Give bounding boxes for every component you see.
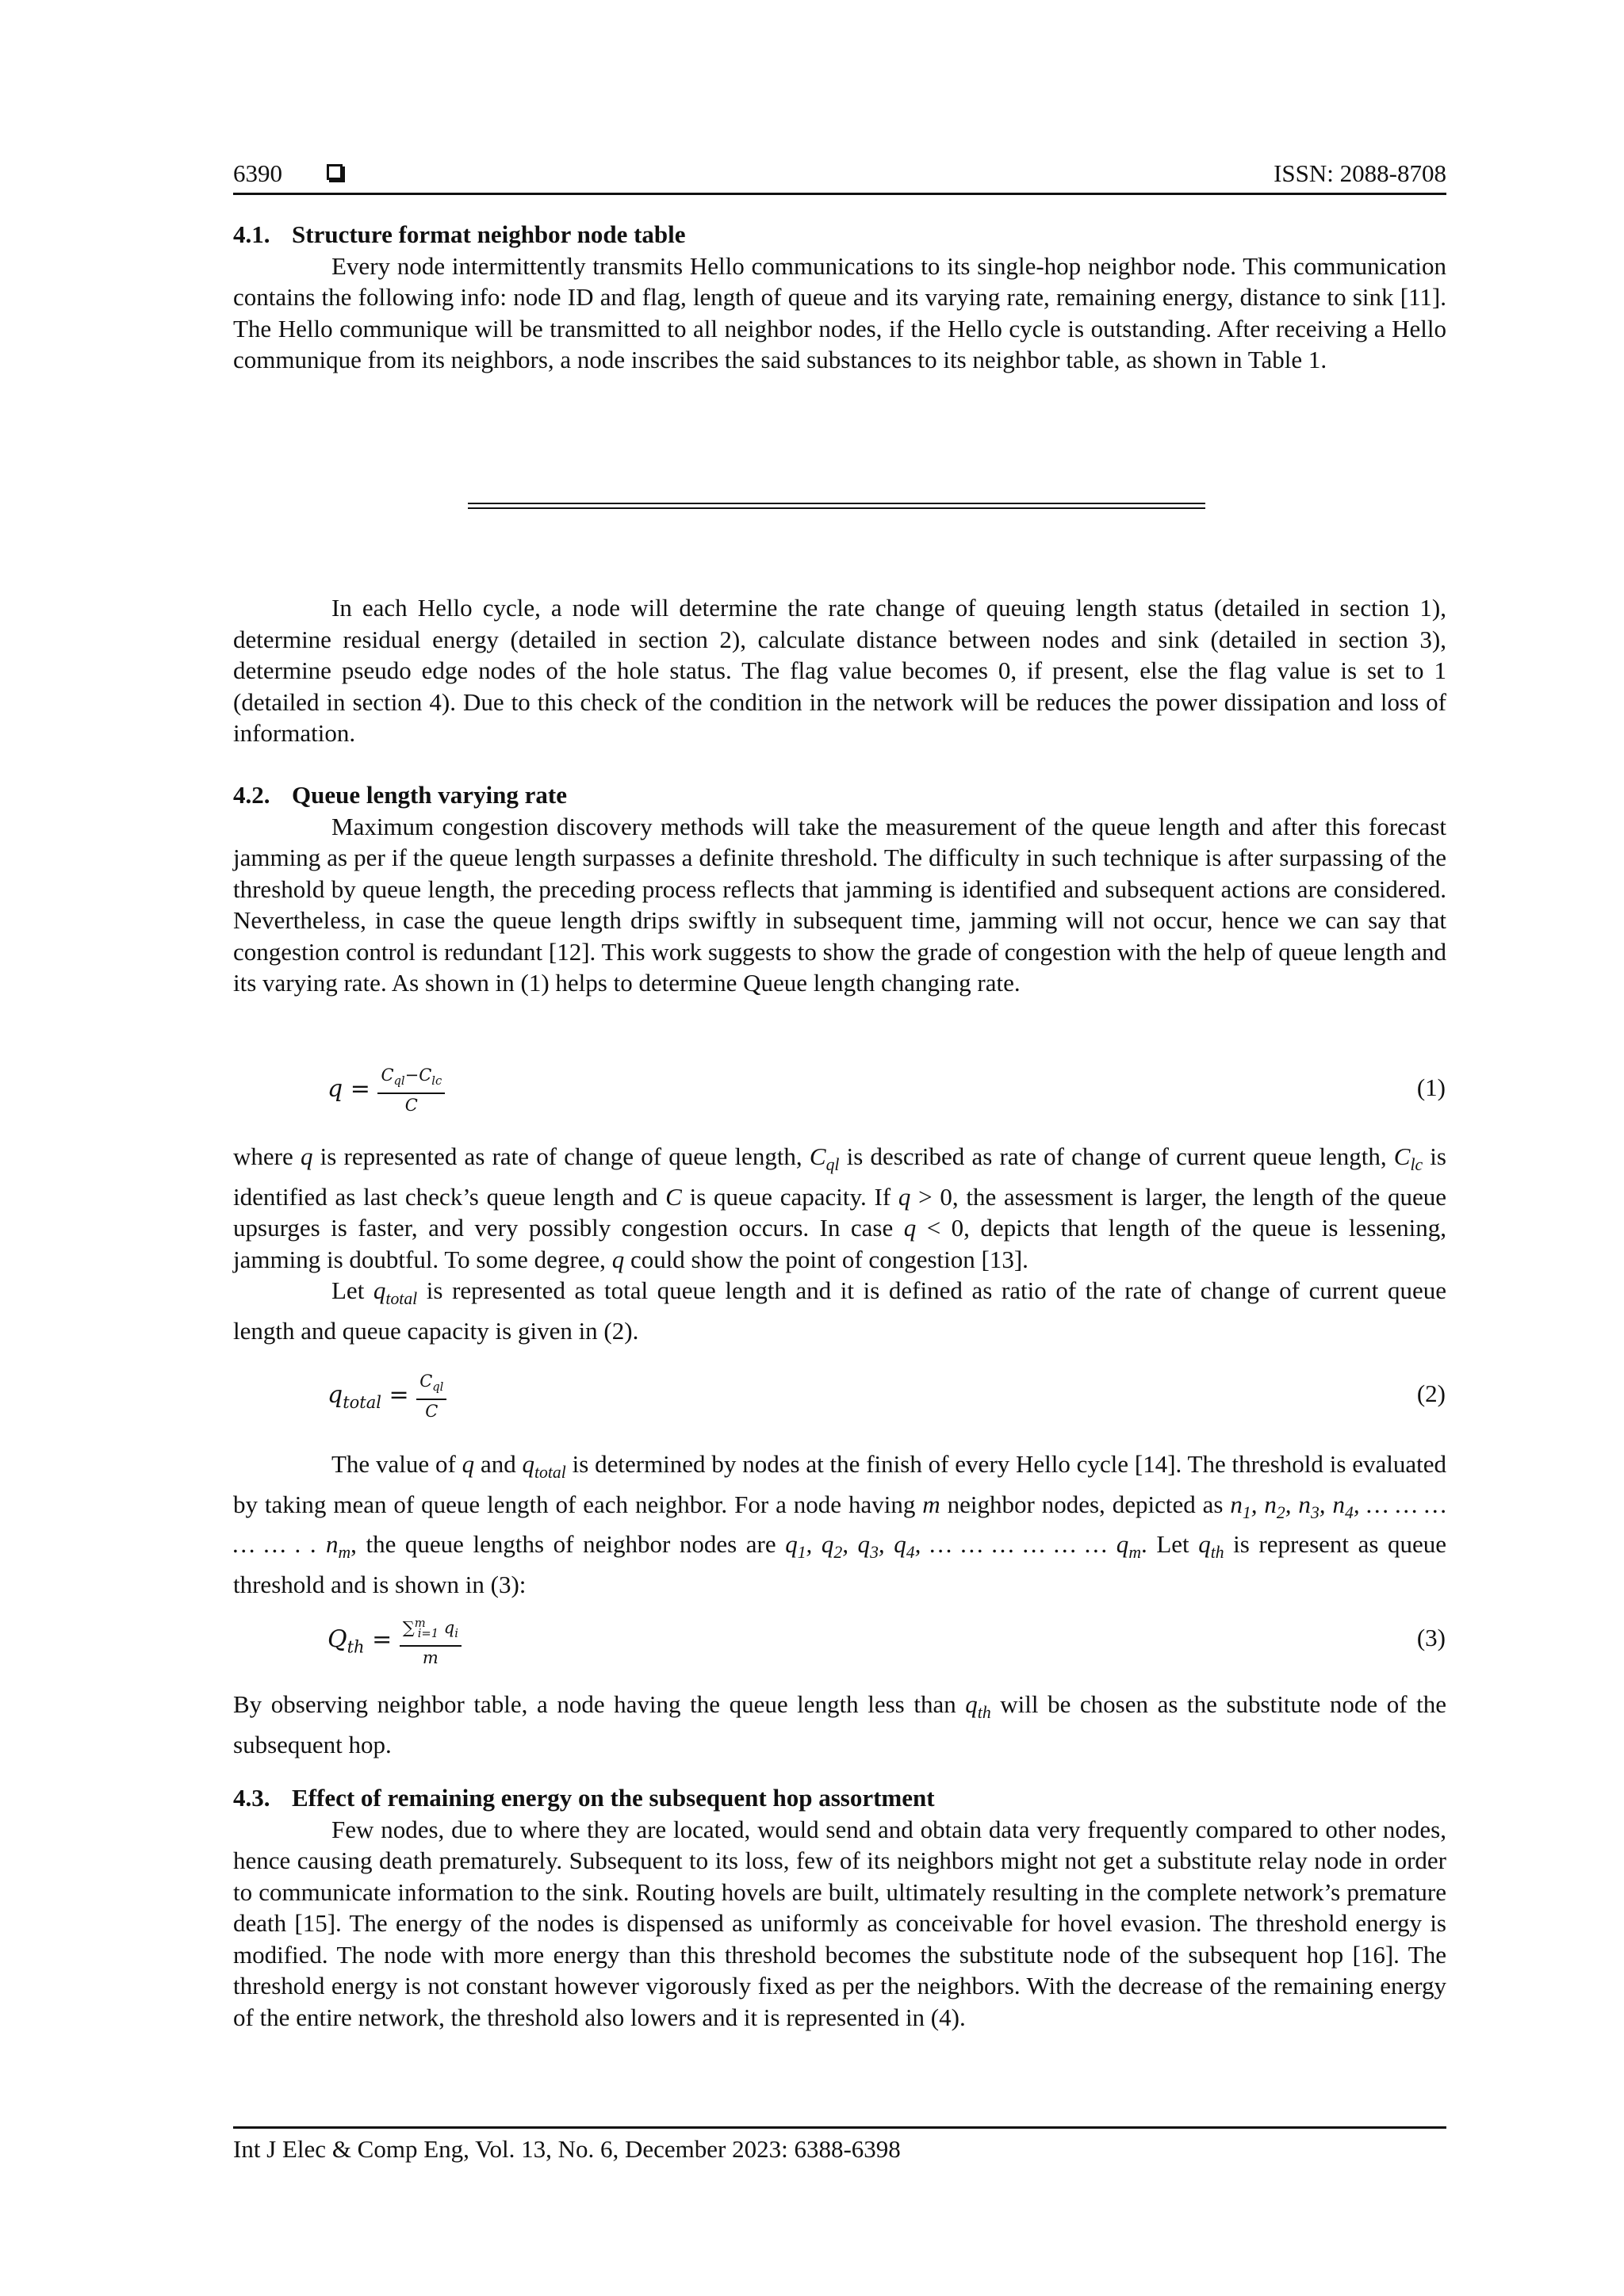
section-heading: 4.1. Structure format neighbor node table [233, 220, 686, 248]
section-4-2-para-2 [233, 1141, 1446, 1346]
paragraph: Few nodes, due to where they are located, would send and obtain data very frequently compared to other nodes, hence causing death prematurely. Subsequent to its loss, few of its neighbors might not get a substitute relay node in order to communicate information to the sink. Routing hovels are built, ultimately resulting in the complete network’s premature death [15]. The energy of the nodes is dispensed as uniformly as conceivable for hovel evasion. The threshold energy is modified. The node with more energy than this threshold becomes the substitute node of the subsequent hop [16]. The threshold energy is not constant however vigorously fixed as per the neighbors. With the decrease of the remaining energy of the entire network, the threshold also lowers and it is represented in (4). [233, 1815, 1446, 2031]
column-header [591, 504, 714, 507]
section-4-2-para-5 [233, 1689, 1446, 1760]
column-header [837, 504, 959, 507]
equation-number: (3) [1416, 1624, 1446, 1651]
fraction: $\frac{C_{ql}}{C}$ [416, 1370, 446, 1422]
running-header [233, 155, 1446, 192]
box-bullet-icon [327, 164, 343, 180]
paragraph: The value of q and $q_{total}$ is determined by nodes at the finish of every Hello cycle [14]. The threshold is evaluated by taking mean of queue length of each neighbor. For a node having m neighbor nodes, depicted as $n_1$, $n_2$, $n_3$, $n_4$, … … … … … . . $n_m$, the queue lengths of neighbor nodes are $q_1$, $q_2$, $q_3$, $q_4$, … … … … … … $q_m$. Let $q_{th}$ is represent as queue threshold and is shown in (3): [233, 1450, 1447, 1599]
section-4-2 [233, 779, 1446, 999]
equation-1: q = $\frac{C_{ql}-C_{lc}}{C}$ (1) [327, 1066, 1446, 1115]
header-rule [233, 193, 1446, 195]
issn: ISSN: 2088-8708 [1274, 159, 1446, 187]
equation-number: (1) [1416, 1073, 1446, 1101]
running-footer: Int J Elec & Comp Eng, Vol. 13, No. 6, December 2023: 6388-6398 [233, 2135, 901, 2163]
equation-2: $q_{total}$ = $\frac{C_{ql}}{C}$ (2) [327, 1372, 1446, 1422]
section-4-3 [233, 1782, 1446, 2033]
equation-3: $Q_{th}$ = $\frac{\sum^m_{i=1} q_i}{m}$ (3) [327, 1613, 1398, 1669]
equation-number: (2) [1416, 1380, 1446, 1407]
section-4-1-continued [233, 592, 1446, 749]
fraction: $\frac{\sum^m_{i=1} q_i}{m}$ [400, 1613, 462, 1669]
column-header [1082, 504, 1205, 507]
section-4-2-para-4 [233, 1448, 1446, 1601]
page-number: 6390 [233, 159, 282, 187]
table-header-row [468, 504, 1205, 507]
paragraph: In each Hello cycle, a node will determine the rate change of queuing length status (detailed in section 1), determine residual energy (detailed in section 2), calculate distance between nodes and sink (detailed in section 3), determine pseudo edge nodes of the hole status. The flag value becomes 0, if present, else the flag value is set to 1 (detailed in section 4). Due to this check of the condition in the network will be reduces the power dissipation and loss of information. [233, 594, 1446, 747]
footer-rule [233, 2126, 1446, 2129]
paragraph: Maximum congestion discovery methods will take the measurement of the queue length and after this forecast jamming as per if the queue length surpasses a definite threshold. The difficulty in such technique is after surpassing of the threshold by queue length, the preceding process reflects that jamming is identified and subsequent actions are considered. Nevertheless, in case the queue length drips swiftly in subsequent time, jamming will not occur, hence we can say that congestion control is redundant [12]. This work suggests to show the grade of congestion with the help of queue length and its varying rate. As shown in (1) helps to determine Queue length changing rate. [233, 812, 1446, 997]
paragraph: Let $q_{total}$ is represented as total queue length and it is defined as ratio of the rate of change of current queue length and queue capacity is given in (2). [233, 1276, 1446, 1345]
neighbor-table [468, 503, 1205, 509]
paragraph: Every node intermittently transmits Hello communications to its single-hop neighbor node. This communication contains the following info: node ID and flag, length of queue and its varying rate, remaining energy, distance to sink [11]. The Hello communique will be transmitted to all neighbor nodes, if the Hello cycle is outstanding. After receiving a Hello communique from its neighbors, a node inscribes the said substances to its neighbor table, as shown in Table 1. [233, 251, 1446, 373]
paragraph: where q is represented as rate of change of queue length, $C_{ql}$ is described as rate of change of current queue length, $C_{lc}$ is identified as last check’s queue length and C is queue capacity. If q > 0, the assessment is larger, the length of the queue upsurges is faster, and very possibly congestion occurs. In case q < 0, depicts that length of the queue is lessening, jamming is doubtful. To some degree, q could show the point of congestion [13]. [233, 1142, 1447, 1273]
column-header [468, 504, 591, 507]
column-header [959, 504, 1082, 507]
section-4-1 [233, 219, 1446, 376]
column-header [714, 504, 837, 507]
section-heading: 4.2. Queue length varying rate [233, 781, 567, 809]
section-heading: 4.3. Effect of remaining energy on the subsequent hop assortment [233, 1784, 935, 1812]
fraction: $\frac{C_{ql}-C_{lc}}{C}$ [377, 1064, 445, 1116]
paragraph: By observing neighbor table, a node having the queue length less than $q_{th}$ will be chosen as the substitute node of the subsequent hop. [233, 1690, 1446, 1758]
